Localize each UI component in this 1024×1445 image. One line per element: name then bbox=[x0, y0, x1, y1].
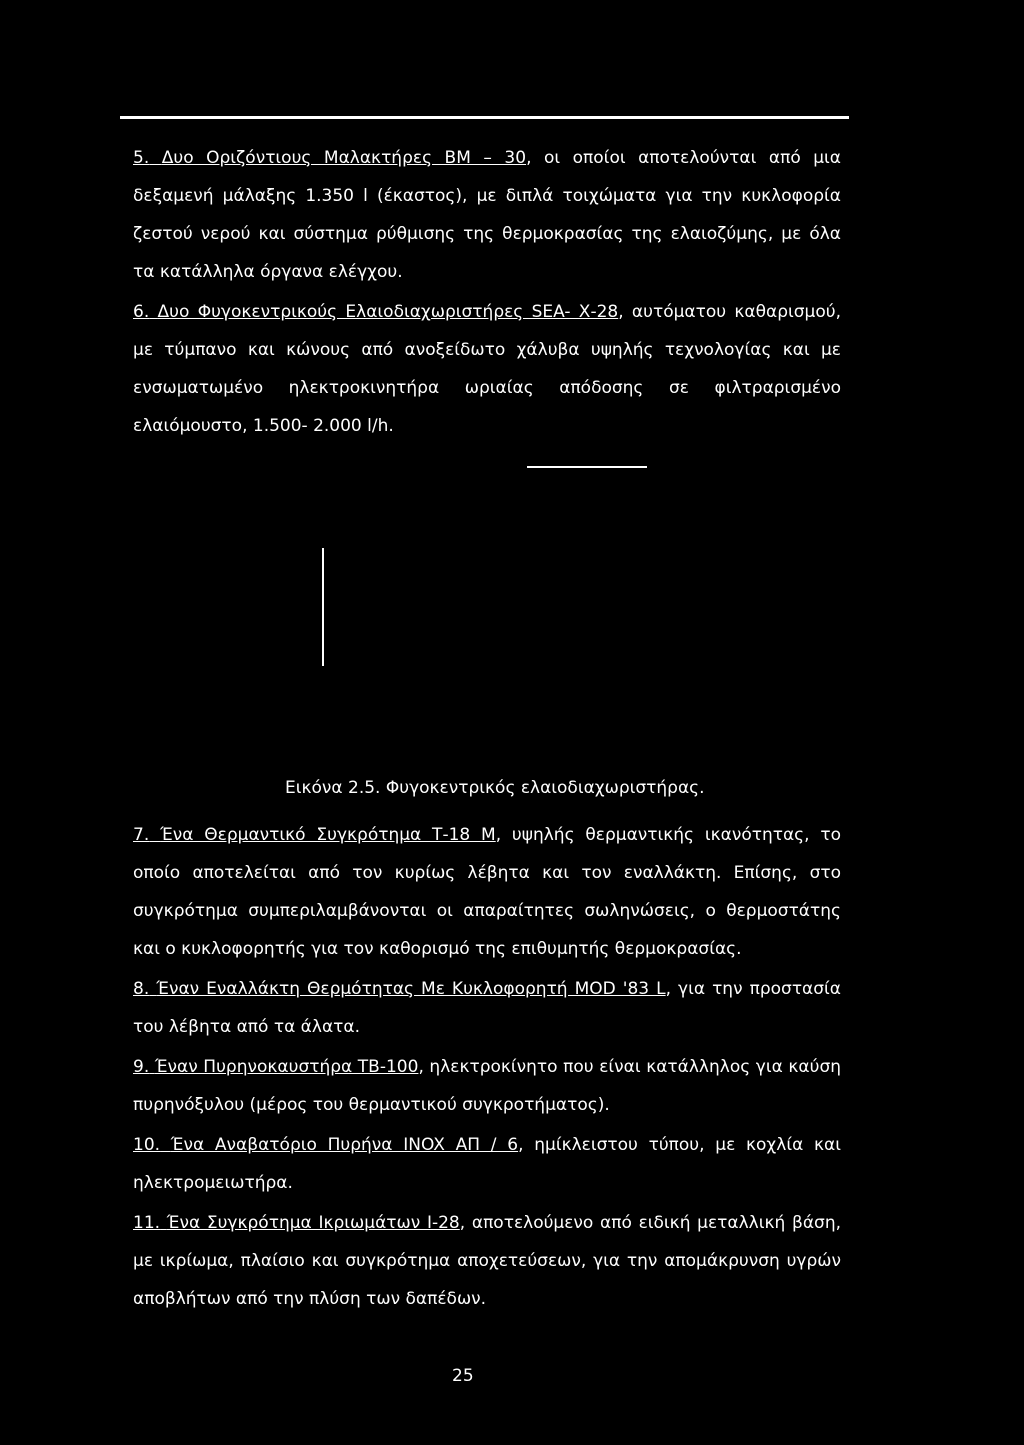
list-item-9 bbox=[133, 1048, 841, 1124]
figure-top-rule bbox=[527, 466, 647, 468]
item-11-heading: 11. Ένα Συγκρότημα Ικριωμάτων Ι-28 bbox=[133, 1213, 460, 1233]
item-9-heading: 9. Έναν Πυρηνοκαυστήρα ΤΒ-100 bbox=[133, 1057, 419, 1077]
list-item-7 bbox=[133, 816, 841, 968]
figure-caption: Εικόνα 2.5. Φυγοκεντρικός ελαιοδιαχωριστήρας. bbox=[285, 778, 705, 798]
list-item-5 bbox=[133, 139, 841, 291]
item-5-heading: 5. Δυο Οριζόντιους Μαλακτήρες ΒΜ – 30 bbox=[133, 148, 527, 168]
list-item-11 bbox=[133, 1204, 841, 1318]
list-item-10 bbox=[133, 1126, 841, 1202]
top-rule bbox=[120, 116, 849, 119]
item-6-heading: 6. Δυο Φυγοκεντρικούς Ελαιοδιαχωριστήρες SEA- Χ-28 bbox=[133, 302, 619, 322]
text-block-top bbox=[133, 139, 841, 447]
item-5-text: , οι οποίοι αποτελούνται από μια δεξαμενή μάλαξης 1.350 l (έκαστος), με διπλά τοιχώματα για την κυκλοφορία ζεστού νερού και σύστημα ρύθμισης της θερμοκρασίας της ελαιοζύμης, με όλα τα κατάλληλα όργανα ελέγχου. bbox=[133, 148, 842, 282]
item-7-text: , υψηλής θερμαντικής ικανότητας, το οποίο αποτελείται από τον κυρίως λέβητα και τον εναλλάκτη. Επίσης, στο συγκρότημα συμπεριλαμβάνονται οι απαραίτητες σωληνώσεις, ο θερμοστάτης και ο κυκλοφορητής για τον καθορισμό της επιθυμητής θερμοκρασίας. bbox=[133, 825, 842, 959]
item-11-text: , αποτελούμενο από ειδική μεταλλική βάση, με ικρίωμα, πλαίσιο και συγκρότημα αποχετεύσεων, για την απομάκρυνση υγρών αποβλήτων από την πλύση των δαπέδων. bbox=[133, 1213, 842, 1309]
item-9-text: , ηλεκτροκίνητο που είναι κατάλληλος για καύση πυρηνόξυλου (μέρος του θερμαντικού συγκροτήματος). bbox=[133, 1057, 841, 1115]
item-8-heading: 8. Έναν Εναλλάκτη Θερμότητας Με Κυκλοφορητή MOD '83 L bbox=[133, 979, 666, 999]
list-item-8 bbox=[133, 970, 841, 1046]
item-7-heading: 7. Ένα Θερμαντικό Συγκρότημα Τ-18 Μ bbox=[133, 825, 496, 845]
item-8-text: , για την προστασία του λέβητα από τα άλατα. bbox=[133, 979, 841, 1037]
item-10-text: , ημίκλειστου τύπου, με κοχλία και ηλεκτρομειωτήρα. bbox=[133, 1135, 841, 1193]
list-item-6 bbox=[133, 293, 841, 445]
text-block-bottom bbox=[133, 816, 841, 1320]
figure-vertical-line bbox=[322, 548, 324, 666]
page-number: 25 bbox=[452, 1366, 474, 1386]
item-6-text: , αυτόματου καθαρισμού, με τύμπανο και κώνους από ανοξείδωτο χάλυβα υψηλής τεχνολογίας και με ενσωματωμένο ηλεκτροκινητήρα ωριαίας απόδοσης σε φιλτραρισμένο ελαιόμουστο, 1.500- 2.000 l/h. bbox=[133, 302, 842, 436]
item-10-heading: 10. Ένα Αναβατόριο Πυρήνα INOX ΑΠ / 6 bbox=[133, 1135, 519, 1155]
